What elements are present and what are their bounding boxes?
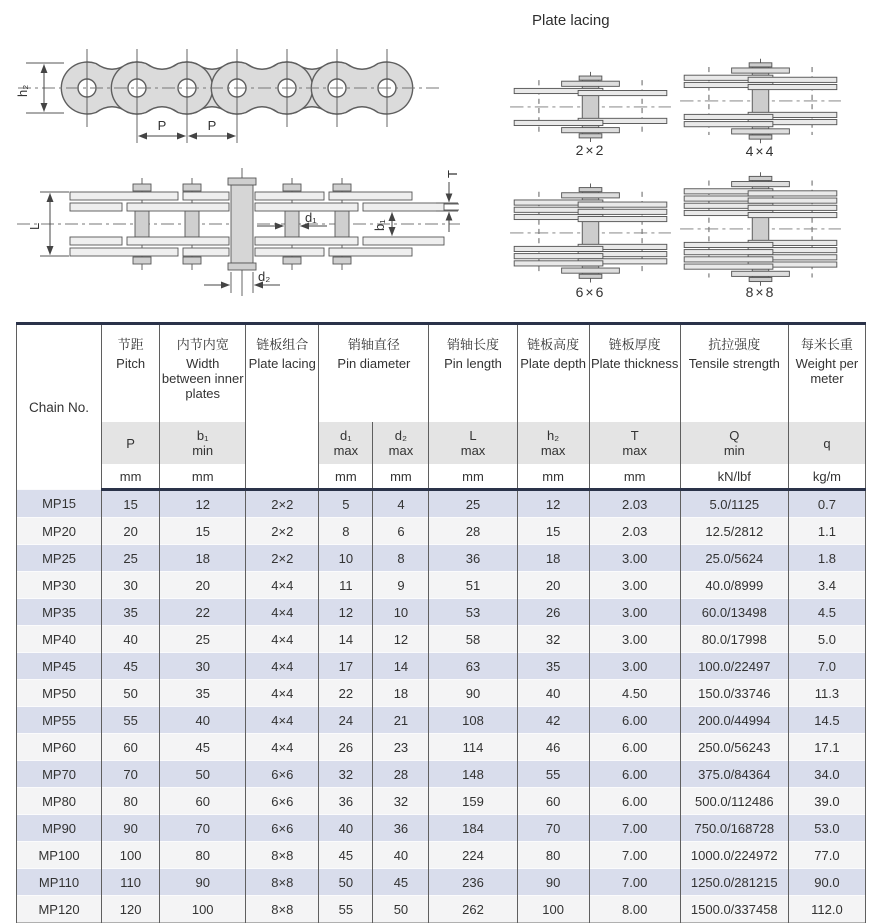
data-cell: 1000.0/224972 <box>680 842 788 869</box>
data-cell: 100 <box>102 842 160 869</box>
data-cell: 40.0/8999 <box>680 572 788 599</box>
data-cell: 6×6 <box>246 815 319 842</box>
data-cell: 42 <box>517 707 589 734</box>
data-cell: 15 <box>102 490 160 518</box>
plate-lacing-diagram <box>508 176 673 292</box>
data-cell: 40 <box>319 815 373 842</box>
chain-no-cell: MP30 <box>17 572 102 599</box>
data-cell: 14.5 <box>788 707 865 734</box>
data-cell: 262 <box>429 896 517 923</box>
data-cell: 3.00 <box>589 626 680 653</box>
data-cell: 40 <box>160 707 246 734</box>
data-cell: 7.00 <box>589 815 680 842</box>
data-cell: 8.00 <box>589 896 680 923</box>
data-cell: 90.0 <box>788 869 865 896</box>
data-cell: 3.00 <box>589 545 680 572</box>
chain-no-cell: MP120 <box>17 896 102 923</box>
data-cell: 17 <box>319 653 373 680</box>
chain-no-cell: MP40 <box>17 626 102 653</box>
data-cell: 11.3 <box>788 680 865 707</box>
header-zh: 链板高度 <box>527 337 580 352</box>
table-header-group <box>160 324 246 423</box>
chain-no-cell: MP25 <box>17 545 102 572</box>
header-zh: 销轴长度 <box>447 337 500 352</box>
data-cell: 5 <box>319 490 373 518</box>
dim-label-p1: P <box>157 118 167 133</box>
chain-no-cell: MP80 <box>17 788 102 815</box>
data-cell: 6.00 <box>589 788 680 815</box>
data-cell: 6×6 <box>246 788 319 815</box>
table-header-group <box>589 324 680 423</box>
data-cell: 30 <box>102 572 160 599</box>
table-header-unit: kN/lbf <box>680 464 788 490</box>
data-cell: 70 <box>102 761 160 788</box>
data-cell: 55 <box>102 707 160 734</box>
chain-no-cell: MP100 <box>17 842 102 869</box>
data-cell: 60 <box>102 734 160 761</box>
data-cell: 17.1 <box>788 734 865 761</box>
table-header-group <box>680 324 788 423</box>
data-cell: 2×2 <box>246 545 319 572</box>
lacing-figure-6x6 <box>508 176 673 300</box>
data-cell: 50 <box>102 680 160 707</box>
chain-no-cell: MP35 <box>17 599 102 626</box>
data-cell: 100 <box>517 896 589 923</box>
table-header-group <box>429 324 517 423</box>
lacing-figure-8x8 <box>678 172 843 300</box>
table-row <box>17 842 866 869</box>
data-cell: 7.00 <box>589 842 680 869</box>
table-header-symbol: L max <box>429 422 517 464</box>
table-row <box>17 761 866 788</box>
table-header-symbol: T max <box>589 422 680 464</box>
data-cell: 12 <box>517 490 589 518</box>
data-cell: 6.00 <box>589 734 680 761</box>
data-cell: 10 <box>319 545 373 572</box>
data-cell: 58 <box>429 626 517 653</box>
table-header-chain-no: Chain No. <box>17 324 102 490</box>
plate-lacing-diagram <box>678 172 843 288</box>
table-header-unit: mm <box>429 464 517 490</box>
chain-no-cell: MP90 <box>17 815 102 842</box>
dim-label-d2: d₂ <box>258 269 271 284</box>
header-zh: 每米长重 <box>800 337 853 352</box>
dim-label-T: T <box>445 170 460 178</box>
table-header-symbol: d₂ max <box>373 422 429 464</box>
data-cell: 4×4 <box>246 572 319 599</box>
data-cell: 36 <box>319 788 373 815</box>
lacing-figure-2x2 <box>508 50 673 171</box>
data-cell: 4×4 <box>246 734 319 761</box>
data-cell: 100 <box>160 896 246 923</box>
header-zh: 链板厚度 <box>608 337 661 352</box>
header-en: Plate depth <box>520 356 586 371</box>
data-cell: 8×8 <box>246 896 319 923</box>
data-cell: 0.7 <box>788 490 865 518</box>
data-cell: 150.0/33746 <box>680 680 788 707</box>
data-cell: 45 <box>373 869 429 896</box>
data-cell: 22 <box>319 680 373 707</box>
data-cell: 3.00 <box>589 599 680 626</box>
data-cell: 236 <box>429 869 517 896</box>
data-cell: 500.0/112486 <box>680 788 788 815</box>
table-header-group <box>102 324 160 423</box>
data-cell: 26 <box>319 734 373 761</box>
data-cell: 25 <box>102 545 160 572</box>
data-cell: 50 <box>160 761 246 788</box>
data-cell: 23 <box>373 734 429 761</box>
table-row <box>17 896 866 923</box>
header-zh: 节距 <box>117 337 144 352</box>
table-header-group <box>246 324 319 423</box>
table-header-unit: mm <box>102 464 160 490</box>
data-cell: 40 <box>102 626 160 653</box>
dim-label-p2: P <box>207 118 217 133</box>
data-cell: 15 <box>160 518 246 545</box>
data-cell: 12 <box>373 626 429 653</box>
data-cell: 45 <box>102 653 160 680</box>
data-cell: 32 <box>373 788 429 815</box>
data-cell: 60 <box>517 788 589 815</box>
data-cell: 90 <box>429 680 517 707</box>
plate-lacing-diagram <box>508 50 673 166</box>
dim-label-d1: d₁ <box>305 210 317 225</box>
header-en: Weight per meter <box>795 356 859 386</box>
data-cell: 34.0 <box>788 761 865 788</box>
data-cell: 80 <box>102 788 160 815</box>
data-cell: 9 <box>373 572 429 599</box>
chain-no-cell: MP70 <box>17 761 102 788</box>
lacing-figure-label: 6×6 <box>575 284 606 300</box>
table-row <box>17 545 866 572</box>
header-zh: 销轴直径 <box>347 337 400 352</box>
chain-no-cell: MP45 <box>17 653 102 680</box>
data-cell: 12 <box>160 490 246 518</box>
table-header-group <box>319 324 429 423</box>
table-header-symbol <box>246 422 319 464</box>
data-cell: 20 <box>102 518 160 545</box>
table-row <box>17 626 866 653</box>
header-en: Tensile strength <box>688 356 780 371</box>
data-cell: 2.03 <box>589 490 680 518</box>
table-header-unit: kg/m <box>788 464 865 490</box>
data-cell: 5.0/1125 <box>680 490 788 518</box>
table-header-symbol: Q min <box>680 422 788 464</box>
data-cell: 70 <box>517 815 589 842</box>
data-cell: 45 <box>160 734 246 761</box>
data-cell: 148 <box>429 761 517 788</box>
chain-no-cell: MP50 <box>17 680 102 707</box>
data-cell: 4.50 <box>589 680 680 707</box>
data-cell: 55 <box>517 761 589 788</box>
data-cell: 1250.0/281215 <box>680 869 788 896</box>
table-row <box>17 572 866 599</box>
data-cell: 112.0 <box>788 896 865 923</box>
data-cell: 2×2 <box>246 518 319 545</box>
data-cell: 90 <box>160 869 246 896</box>
data-cell: 12 <box>319 599 373 626</box>
plate-lacing-diagram <box>678 44 843 160</box>
data-cell: 120 <box>102 896 160 923</box>
data-cell: 750.0/168728 <box>680 815 788 842</box>
dim-label-h2: h₂ <box>15 84 30 97</box>
header-zh: 内节内宽 <box>176 337 229 352</box>
data-cell: 6.00 <box>589 761 680 788</box>
data-cell: 35 <box>517 653 589 680</box>
data-cell: 200.0/44994 <box>680 707 788 734</box>
data-cell: 80.0/17998 <box>680 626 788 653</box>
data-cell: 4×4 <box>246 653 319 680</box>
table-header-group <box>788 324 865 423</box>
data-cell: 53.0 <box>788 815 865 842</box>
table-row <box>17 869 866 896</box>
data-cell: 60.0/13498 <box>680 599 788 626</box>
data-cell: 18 <box>160 545 246 572</box>
chain-plan-view-diagram <box>12 152 462 314</box>
data-cell: 25.0/5624 <box>680 545 788 572</box>
data-cell: 55 <box>319 896 373 923</box>
data-cell: 4×4 <box>246 680 319 707</box>
data-cell: 40 <box>517 680 589 707</box>
data-cell: 2×2 <box>246 490 319 518</box>
plate-lacing-title: Plate lacing <box>532 12 610 29</box>
data-cell: 8 <box>319 518 373 545</box>
data-cell: 184 <box>429 815 517 842</box>
data-cell: 2.03 <box>589 518 680 545</box>
data-cell: 50 <box>373 896 429 923</box>
lacing-figure-4x4 <box>678 44 843 165</box>
header-en: Pitch <box>116 356 146 371</box>
table-header-symbol: d₁ max <box>319 422 373 464</box>
lacing-figure-label: 8×8 <box>745 284 776 300</box>
header-en: Pin diameter <box>337 356 411 371</box>
data-cell: 32 <box>319 761 373 788</box>
chain-no-cell: MP60 <box>17 734 102 761</box>
data-cell: 25 <box>429 490 517 518</box>
data-cell: 32 <box>517 626 589 653</box>
data-cell: 114 <box>429 734 517 761</box>
data-cell: 24 <box>319 707 373 734</box>
data-cell: 46 <box>517 734 589 761</box>
data-cell: 80 <box>160 842 246 869</box>
table-header-unit: mm <box>517 464 589 490</box>
dim-label-b1: b₁ <box>372 219 387 231</box>
data-cell: 14 <box>373 653 429 680</box>
data-cell: 108 <box>429 707 517 734</box>
chain-no-cell: MP15 <box>17 490 102 518</box>
data-cell: 63 <box>429 653 517 680</box>
header-en: Pin length <box>444 356 502 371</box>
table-row <box>17 734 866 761</box>
table-header-group <box>517 324 589 423</box>
data-cell: 50 <box>319 869 373 896</box>
header-en: Plate lacing <box>248 356 316 371</box>
table-row <box>17 788 866 815</box>
table-row <box>17 707 866 734</box>
data-cell: 8×8 <box>246 869 319 896</box>
table-header-unit: mm <box>589 464 680 490</box>
lacing-figure-label: 4×4 <box>745 143 776 159</box>
data-cell: 51 <box>429 572 517 599</box>
data-cell: 7.0 <box>788 653 865 680</box>
header-en: Width between inner plates <box>161 356 244 401</box>
data-cell: 159 <box>429 788 517 815</box>
data-cell: 53 <box>429 599 517 626</box>
data-cell: 15 <box>517 518 589 545</box>
data-cell: 10 <box>373 599 429 626</box>
dim-label-L: L <box>27 222 42 230</box>
data-cell: 3.00 <box>589 653 680 680</box>
data-cell: 90 <box>517 869 589 896</box>
data-cell: 375.0/84364 <box>680 761 788 788</box>
data-cell: 35 <box>102 599 160 626</box>
data-cell: 20 <box>160 572 246 599</box>
data-cell: 4 <box>373 490 429 518</box>
table-row <box>17 653 866 680</box>
data-cell: 22 <box>160 599 246 626</box>
table-row <box>17 490 866 518</box>
data-cell: 36 <box>373 815 429 842</box>
data-cell: 1500.0/337458 <box>680 896 788 923</box>
data-cell: 7.00 <box>589 869 680 896</box>
header-zh: 抗拉强度 <box>708 337 761 352</box>
data-cell: 18 <box>373 680 429 707</box>
data-cell: 8×8 <box>246 842 319 869</box>
table-header-symbol: h₂ max <box>517 422 589 464</box>
data-cell: 5.0 <box>788 626 865 653</box>
data-cell: 110 <box>102 869 160 896</box>
chain-spec-table <box>16 322 866 923</box>
data-cell: 60 <box>160 788 246 815</box>
data-cell: 90 <box>102 815 160 842</box>
data-cell: 3.4 <box>788 572 865 599</box>
data-cell: 26 <box>517 599 589 626</box>
data-cell: 12.5/2812 <box>680 518 788 545</box>
data-cell: 25 <box>160 626 246 653</box>
data-cell: 1.1 <box>788 518 865 545</box>
data-cell: 4×4 <box>246 707 319 734</box>
chain-no-cell: MP20 <box>17 518 102 545</box>
data-cell: 28 <box>373 761 429 788</box>
data-cell: 77.0 <box>788 842 865 869</box>
data-cell: 4×4 <box>246 599 319 626</box>
table-header-unit: mm <box>319 464 373 490</box>
data-cell: 39.0 <box>788 788 865 815</box>
data-cell: 30 <box>160 653 246 680</box>
table-header-unit: mm <box>373 464 429 490</box>
data-cell: 250.0/56243 <box>680 734 788 761</box>
data-cell: 3.00 <box>589 572 680 599</box>
chain-side-view-diagram <box>14 40 446 152</box>
table-row <box>17 815 866 842</box>
data-cell: 100.0/22497 <box>680 653 788 680</box>
header-zh: 链板组合 <box>256 337 309 352</box>
data-cell: 20 <box>517 572 589 599</box>
data-cell: 14 <box>319 626 373 653</box>
table-header-unit: mm <box>160 464 246 490</box>
data-cell: 36 <box>429 545 517 572</box>
data-cell: 80 <box>517 842 589 869</box>
data-cell: 6 <box>373 518 429 545</box>
header-en: Plate thickness <box>590 356 679 371</box>
data-cell: 6.00 <box>589 707 680 734</box>
data-cell: 40 <box>373 842 429 869</box>
table-row <box>17 599 866 626</box>
data-cell: 4.5 <box>788 599 865 626</box>
table-row <box>17 680 866 707</box>
data-cell: 70 <box>160 815 246 842</box>
data-cell: 21 <box>373 707 429 734</box>
chain-no-cell: MP55 <box>17 707 102 734</box>
data-cell: 8 <box>373 545 429 572</box>
data-cell: 11 <box>319 572 373 599</box>
data-cell: 4×4 <box>246 626 319 653</box>
data-cell: 45 <box>319 842 373 869</box>
table-header-symbol: b₁ min <box>160 422 246 464</box>
chain-no-cell: MP110 <box>17 869 102 896</box>
table-row <box>17 518 866 545</box>
data-cell: 18 <box>517 545 589 572</box>
data-cell: 224 <box>429 842 517 869</box>
data-cell: 6×6 <box>246 761 319 788</box>
data-cell: 28 <box>429 518 517 545</box>
data-cell: 35 <box>160 680 246 707</box>
data-cell: 1.8 <box>788 545 865 572</box>
lacing-figure-label: 2×2 <box>575 142 606 158</box>
table-header-unit <box>246 464 319 490</box>
table-header-symbol: P <box>102 422 160 464</box>
table-header-symbol: q <box>788 422 865 464</box>
